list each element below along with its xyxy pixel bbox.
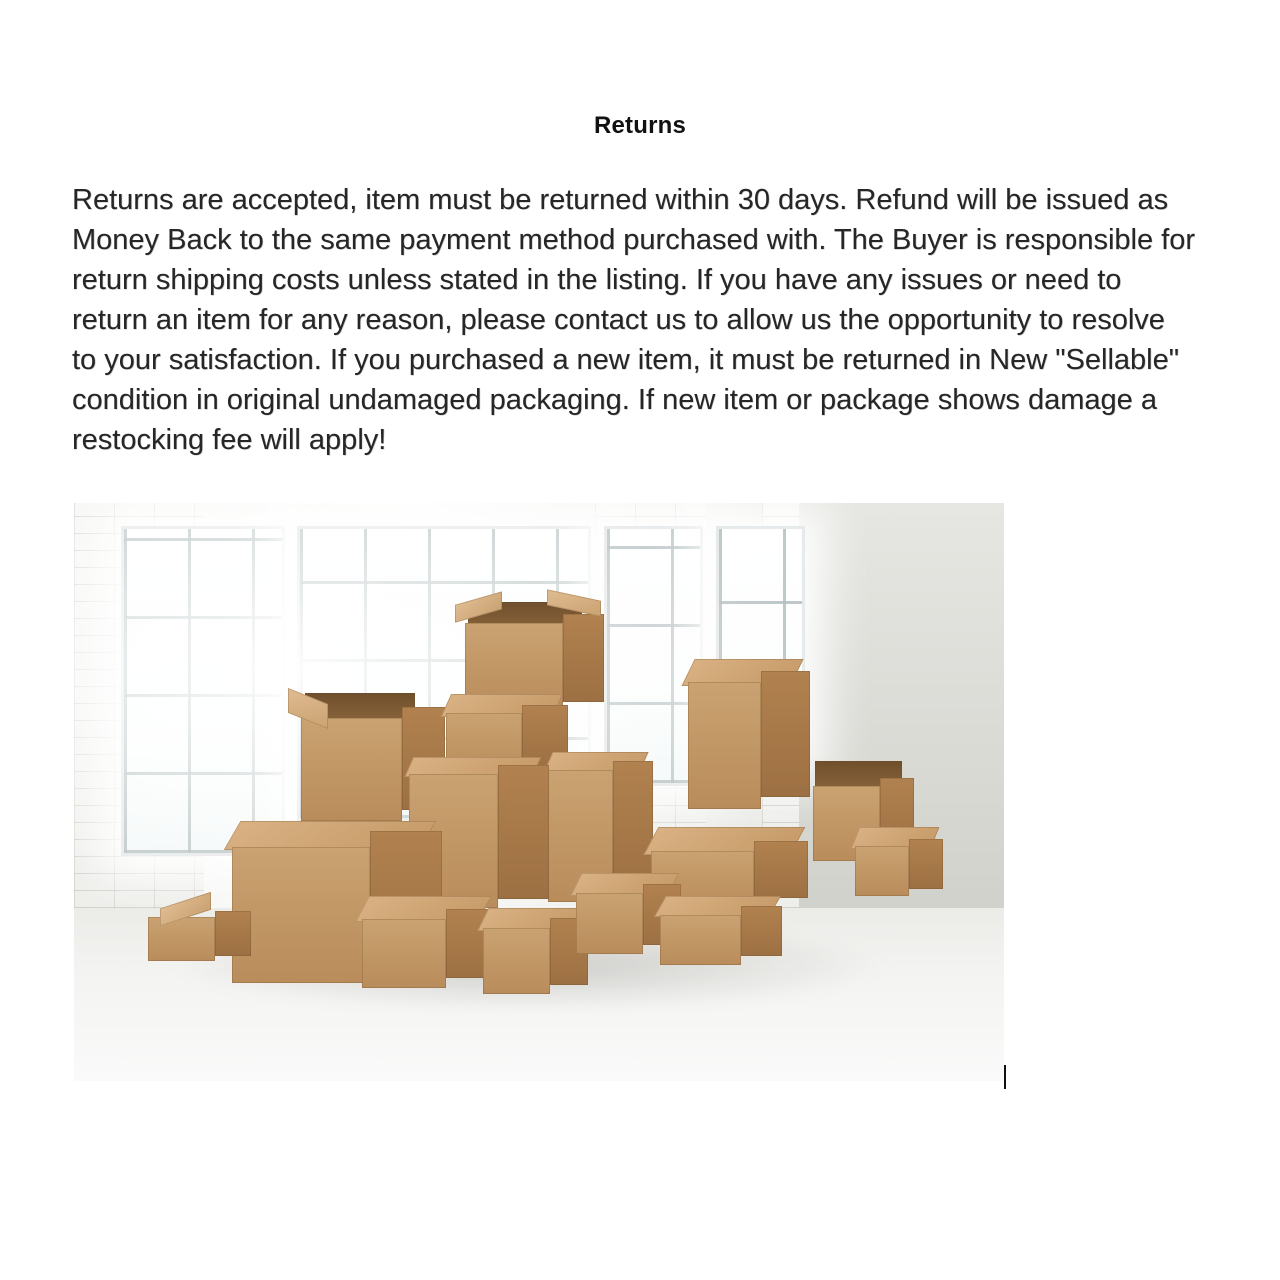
box-floor-left-open [148, 896, 260, 965]
box-front-left [362, 896, 502, 988]
returns-policy-paragraph: Returns are accepted, item must be returned within 30 days. Refund will be issued as Money Back to the same payment method purchased with. The Buyer is responsible for return shipping costs unless stated in the listing. If you have any issues or need to return an item for any reason, please contact us to allow us the opportunity to resolve to your satisfaction. If you purchased a new item, it must be returned in New "Sellable" condition in original undamaged packaging. If new item or package shows damage a restocking fee will apply! [72, 184, 1195, 456]
image-frame [74, 503, 1004, 1081]
stack-of-cardboard-boxes-image [74, 503, 1004, 1081]
box-front-far-right [660, 896, 790, 965]
box-right-small [855, 827, 948, 896]
box-upper-right [688, 659, 818, 809]
text-caret [1004, 1065, 1006, 1089]
page-title: Returns [593, 112, 687, 139]
